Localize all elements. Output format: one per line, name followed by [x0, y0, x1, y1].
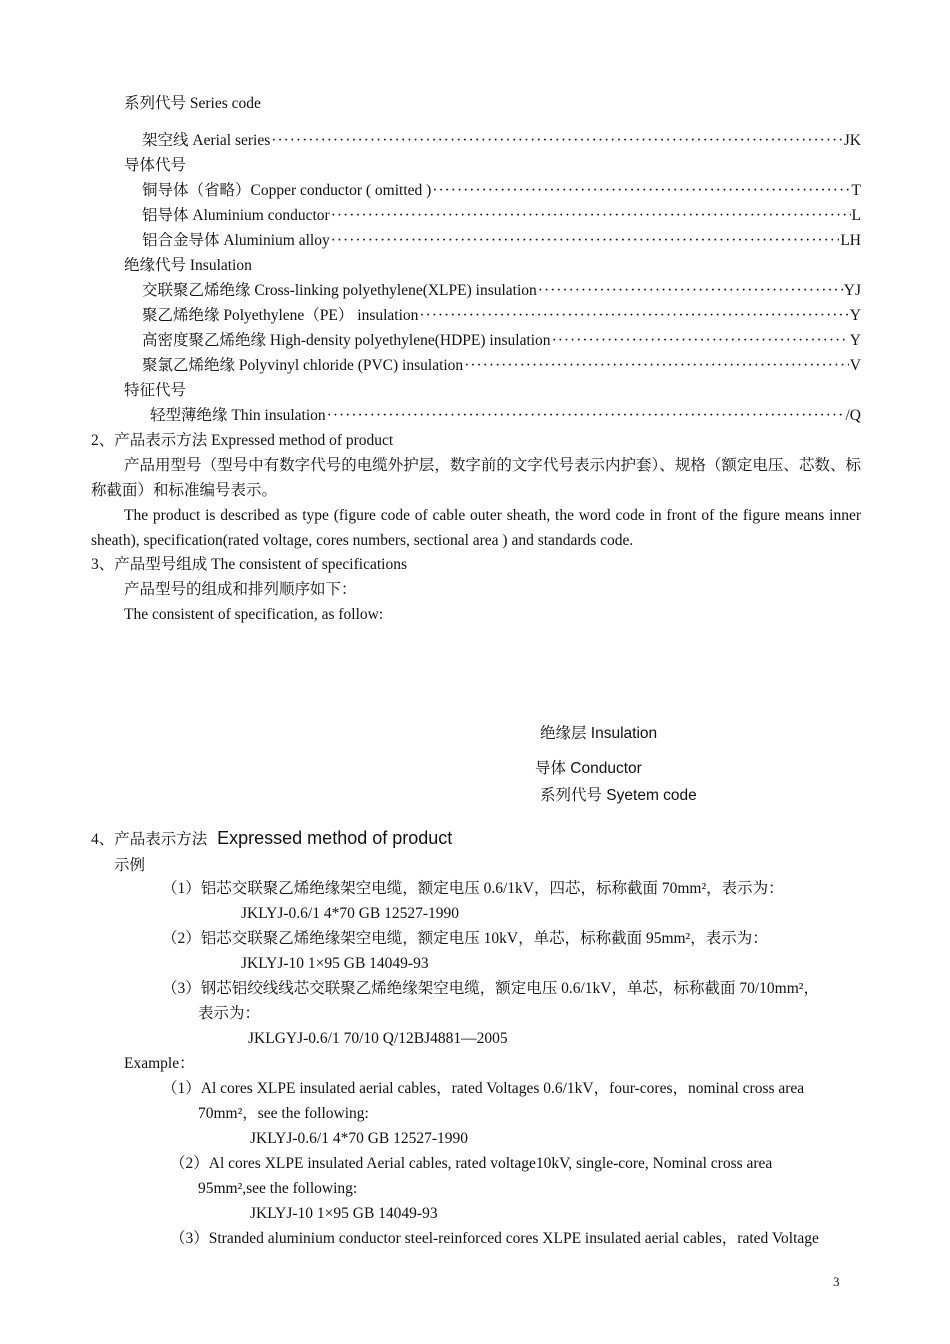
code-row-aerial — [142, 131, 861, 151]
code-row-thin-insulation — [150, 406, 861, 426]
code-row-label: 架空线 Aerial series — [142, 132, 271, 149]
example-1-en-line-2: 70mm²，see the following: — [198, 1105, 369, 1122]
dot-leader — [327, 406, 845, 426]
examples-cn-heading: 示例 — [114, 857, 146, 874]
example-1-en-code: JKLYJ-0.6/1 4*70 GB 12527-1990 — [250, 1130, 469, 1147]
code-row-pvc — [142, 356, 861, 376]
section-4-heading — [91, 828, 452, 850]
page-number: 3 — [833, 1274, 840, 1289]
dot-leader — [271, 131, 842, 151]
code-row-value: JK — [843, 132, 861, 149]
code-row-xlpe — [142, 281, 861, 301]
code-row-pe — [142, 306, 861, 326]
section-3-line-cn: 产品型号的组成和排列顺序如下： — [124, 581, 357, 598]
code-row-value: YJ — [843, 282, 861, 299]
example-2-en-line-1: （2）Al cores XLPE insulated Aerial cables, rated voltage10kV, single-core, Nominal cross area — [170, 1155, 773, 1172]
code-row-aluminium-alloy — [142, 231, 861, 251]
code-row-value: L — [851, 207, 861, 224]
example-3-cn-line-1: （3）钢芯铝绞线线芯交联聚乙烯绝缘架空电缆，额定电压 0.6/1kV，单芯，标称截面 70/10mm²， — [162, 980, 819, 997]
series-code-heading: 系列代号 Series code — [124, 95, 261, 112]
example-3-code: JKLGYJ-0.6/1 70/10 Q/12BJ4881—2005 — [248, 1030, 508, 1047]
diagram-label-system-code: 系列代号 Syetem code — [540, 787, 697, 804]
code-row-hdpe — [142, 331, 861, 351]
feature-code-heading: 特征代号 — [124, 382, 187, 399]
section-4-heading-cn: 4、产品表示方法 — [91, 831, 208, 848]
code-row-copper — [142, 181, 861, 201]
code-row-label: 铝合金导体 Aluminium alloy — [142, 232, 330, 249]
dot-leader — [419, 306, 848, 326]
code-row-value: Y — [849, 307, 861, 324]
dot-leader — [464, 356, 849, 376]
code-row-label: 交联聚乙烯绝缘 Cross-linking polyethylene(XLPE) insulation — [142, 282, 537, 299]
dot-leader — [432, 181, 850, 201]
code-row-label: 轻型薄绝缘 Thin insulation — [150, 407, 326, 424]
code-row-label: 铜导体（省略）Copper conductor ( omitted ) — [142, 182, 432, 199]
diagram-label-conductor: 导体 Conductor — [535, 760, 642, 777]
example-3-cn-line-2: 表示为： — [198, 1005, 261, 1022]
example-1-cn: （1）铝芯交联聚乙烯绝缘架空电缆，额定电压 0.6/1kV，四芯，标称截面 70mm²，表示为： — [162, 880, 784, 897]
conductor-code-heading: 导体代号 — [124, 157, 187, 174]
code-row-value: /Q — [845, 407, 861, 424]
code-row-value: Y — [849, 332, 861, 349]
code-row-value: LH — [840, 232, 861, 249]
section-3-heading: 3、产品型号组成 The consistent of specifications — [91, 556, 407, 573]
section-2-heading: 2、产品表示方法 Expressed method of product — [91, 432, 394, 449]
code-row-label: 铝导体 Aluminium conductor — [142, 207, 330, 224]
example-3-en-line-1: （3）Stranded aluminium conductor steel-reinforced cores XLPE insulated aerial cables，rated Voltage — [170, 1230, 819, 1247]
code-row-label: 高密度聚乙烯绝缘 High-density polyethylene(HDPE) insulation — [142, 332, 551, 349]
section-2-paragraph-cn: 产品用型号（型号中有数字代号的电缆外护层，数字前的文字代号表示内护套）、规格（额定电压、芯数、标称截面）和标准编号表示。 — [91, 457, 861, 499]
section-3-line-en: The consistent of specification, as follow: — [124, 606, 384, 623]
dot-leader — [538, 281, 843, 301]
section-4-heading-en: Expressed method of product — [217, 828, 453, 848]
example-2-en-line-2: 95mm²,see the following: — [198, 1180, 358, 1197]
dot-leader — [331, 206, 851, 226]
example-1-code: JKLYJ-0.6/1 4*70 GB 12527-1990 — [241, 905, 460, 922]
section-2-paragraph-en: The product is described as type (figure code of cable outer sheath, the word code in front of the figure means inner sheath), specification(rated voltage, cores numbers, sectional area ) and standards code. — [91, 507, 861, 549]
example-2-cn: （2）铝芯交联聚乙烯绝缘架空电缆，额定电压 10kV，单芯，标称截面 95mm²，表示为： — [162, 930, 768, 947]
examples-en-heading: Example： — [124, 1055, 195, 1072]
dot-leader — [331, 231, 840, 251]
example-2-en-code: JKLYJ-10 1×95 GB 14049-93 — [250, 1205, 438, 1222]
diagram-label-insulation: 绝缘层 Insulation — [540, 725, 658, 742]
example-1-en-line-1: （1）Al cores XLPE insulated aerial cables，rated Voltages 0.6/1kV，four-cores，nominal cross area — [162, 1080, 805, 1097]
example-2-code: JKLYJ-10 1×95 GB 14049-93 — [241, 955, 429, 972]
code-row-label: 聚氯乙烯绝缘 Polyvinyl chloride (PVC) insulation — [142, 357, 464, 374]
code-row-label: 聚乙烯绝缘 Polyethylene（PE） insulation — [142, 307, 419, 324]
insulation-code-heading: 绝缘代号 Insulation — [124, 257, 252, 274]
code-row-aluminium — [142, 206, 861, 226]
code-row-value: T — [851, 182, 861, 199]
dot-leader — [552, 331, 849, 351]
code-row-value: V — [849, 357, 861, 374]
